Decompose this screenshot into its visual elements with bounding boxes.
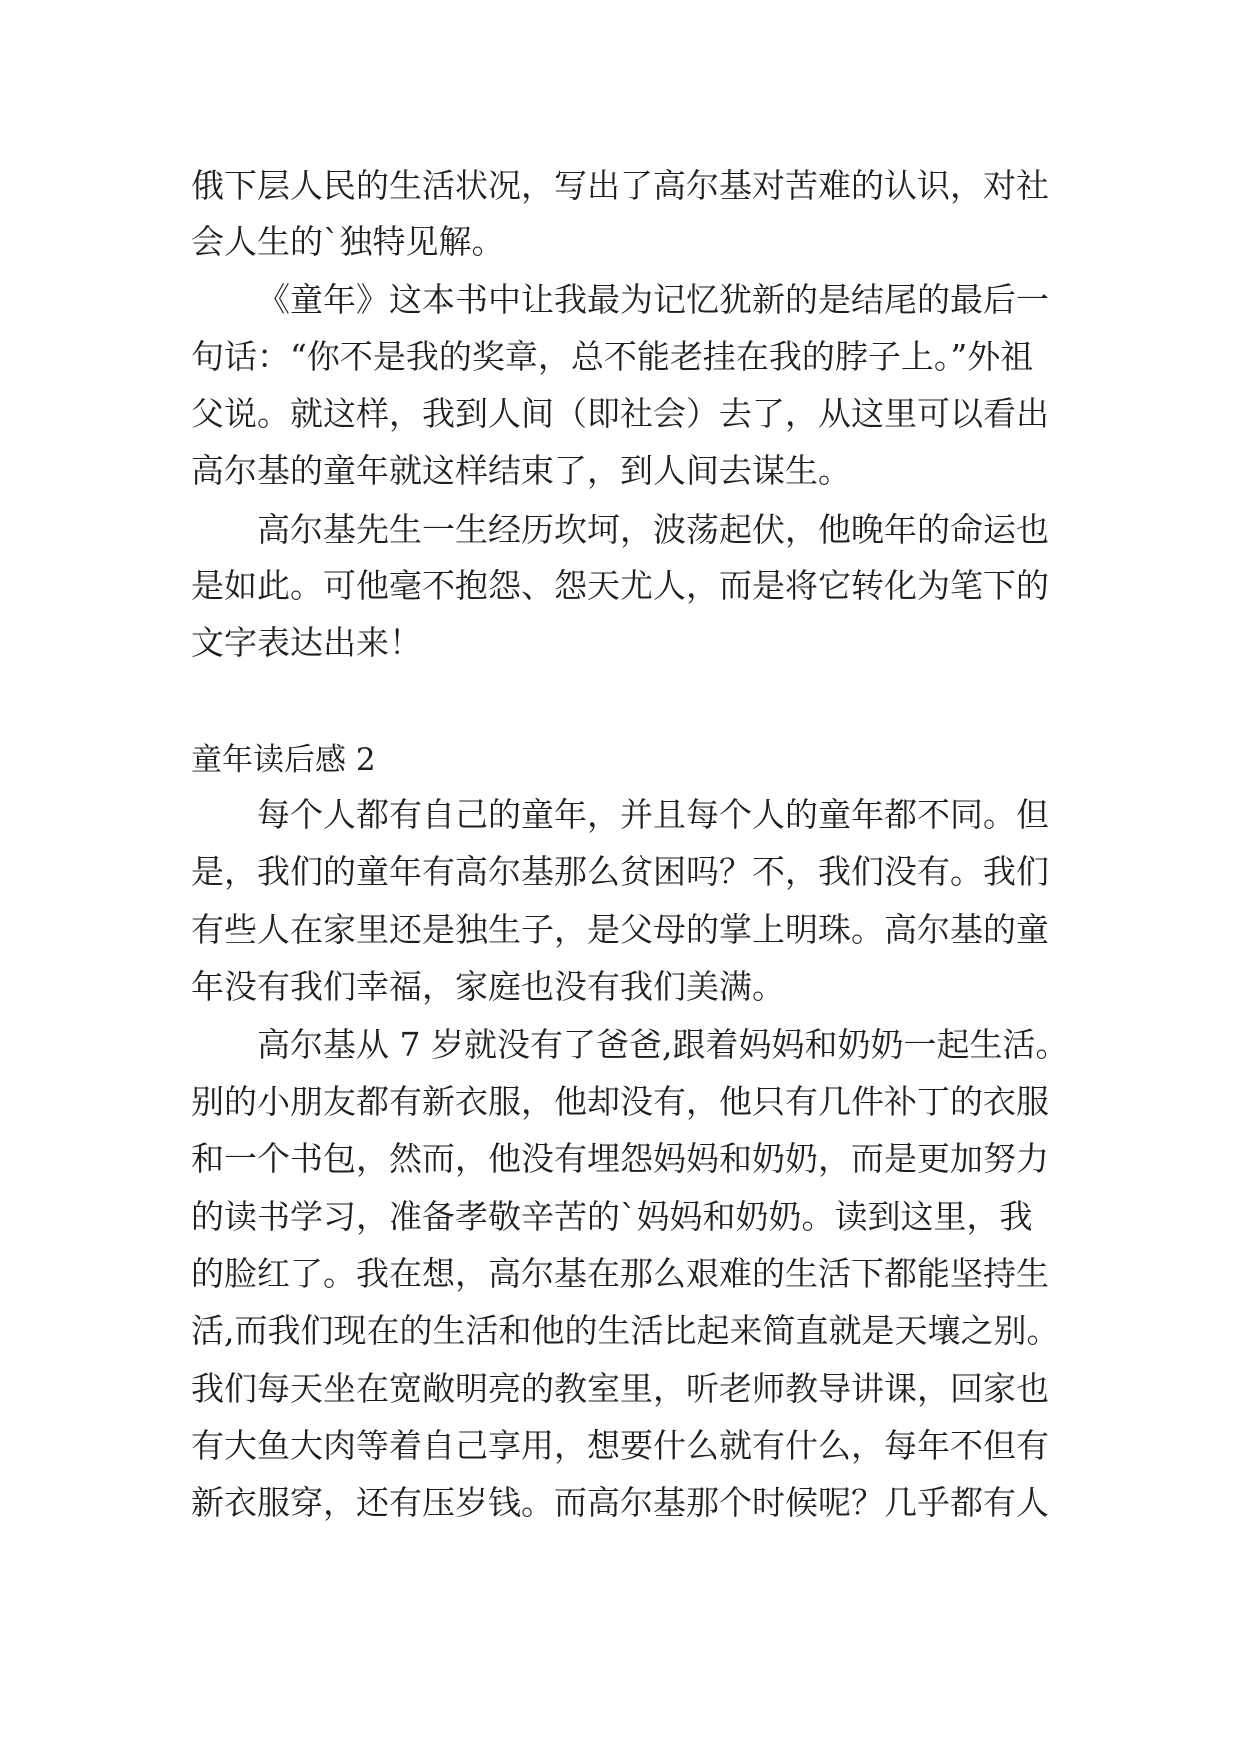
paragraph-start-line: 《童年》这本书中让我最为记忆犹新的是结尾的最后一 [257, 280, 1049, 319]
text-line: 俄下层人民的生活状况，写出了高尔基对苦难的认识，对社 [191, 166, 1049, 205]
text-line: 和一个书包，然而，他没有埋怨妈妈和奶奶，而是更加努力 [191, 1139, 1049, 1178]
text-line: 新衣服穿，还有压岁钱。而高尔基那个时候呢？几乎都有人 [191, 1483, 1049, 1522]
text-line: 高尔基的童年就这样结束了，到人间去谋生。 [191, 451, 851, 490]
text-line: 是如此。可他毫不抱怨、怨天尤人，而是将它转化为笔下的 [191, 566, 1049, 605]
text-line: 有些人在家里还是独生子，是父母的掌上明珠。高尔基的童 [191, 910, 1049, 949]
text-line: 父说。就这样，我到人间（即社会）去了，从这里可以看出 [191, 394, 1049, 433]
section-heading: 童年读后感 2 [191, 742, 376, 778]
paragraph-start-line: 每个人都有自己的童年，并且每个人的童年都不同。但 [257, 795, 1049, 834]
text-line: 文字表达出来！ [191, 623, 422, 662]
text-line: 别的小朋友都有新衣服，他却没有，他只有几件补丁的衣服 [191, 1082, 1049, 1121]
text-line: 年没有我们幸福，家庭也没有我们美满。 [191, 967, 785, 1006]
paragraph-start-line: 高尔基先生一生经历坎坷，波荡起伏，他晚年的命运也 [257, 510, 1049, 549]
paragraph-start-line: 高尔基从 7 岁就没有了爸爸,跟着妈妈和奶奶一起生活。 [257, 1025, 1069, 1064]
text-line: 是，我们的童年有高尔基那么贫困吗？不，我们没有。我们 [191, 852, 1049, 891]
text-line: 有大鱼大肉等着自己享用，想要什么就有什么，每年不但有 [191, 1426, 1049, 1465]
text-line: 的读书学习，准备孝敬辛苦的`妈妈和奶奶。读到这里，我 [191, 1197, 1033, 1236]
text-line: 我们每天坐在宽敞明亮的教室里，听老师教导讲课，回家也 [191, 1369, 1049, 1408]
text-line: 活,而我们现在的生活和他的生活比起来简直就是天壤之别。 [191, 1311, 1060, 1350]
text-line: 句话：“你不是我的奖章，总不能老挂在我的脖子上。”外祖 [191, 337, 1034, 376]
text-line: 会人生的`独特见解。 [191, 222, 505, 261]
text-line: 的脸红了。我在想，高尔基在那么艰难的生活下都能坚持生 [191, 1254, 1049, 1293]
